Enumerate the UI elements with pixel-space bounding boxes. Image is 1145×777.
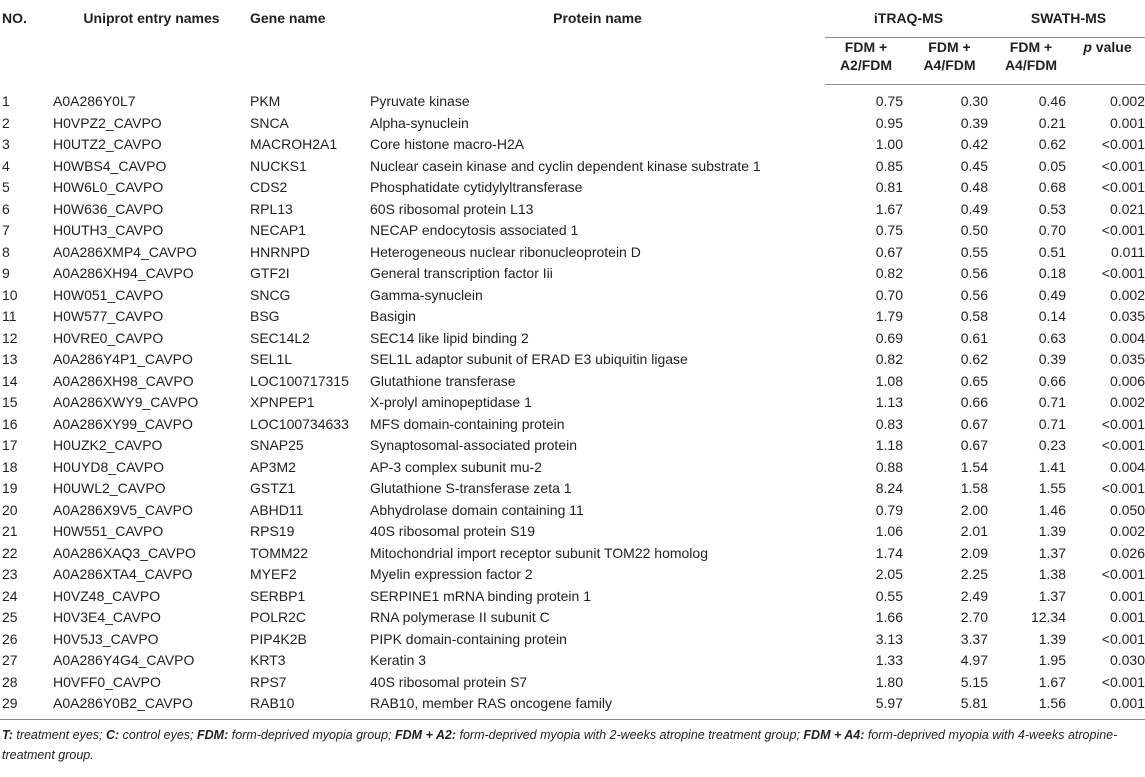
cell-pvalue: 0.002 <box>1109 286 1145 303</box>
cell-swath-a4: 1.37 <box>1038 544 1066 561</box>
cell-no: 6 <box>2 200 10 217</box>
cell-swath-a4: 0.49 <box>1038 286 1066 303</box>
cell-protein: NECAP endocytosis associated 1 <box>370 222 579 239</box>
cell-no: 2 <box>2 114 10 131</box>
cell-protein: RAB10, member RAS oncogene family <box>370 695 612 712</box>
cell-itraq-a2: 0.70 <box>875 286 903 303</box>
cell-itraq-a4: 0.42 <box>960 136 988 153</box>
cell-itraq-a4: 2.25 <box>960 566 988 583</box>
cell-protein: AP-3 complex subunit mu-2 <box>370 458 542 475</box>
cell-no: 10 <box>2 286 18 303</box>
cell-itraq-a2: 2.05 <box>875 566 903 583</box>
cell-itraq-a4: 0.67 <box>960 415 988 432</box>
footnote-term: FDM: <box>197 728 229 742</box>
header-pvalue <box>1070 38 1145 85</box>
cell-uniprot: A0A286Y0B2_CAVPO <box>53 695 193 712</box>
cell-itraq-a4: 2.09 <box>960 544 988 561</box>
cell-no: 19 <box>2 480 18 497</box>
footnote-term: T: <box>2 728 13 742</box>
cell-no: 17 <box>2 437 18 454</box>
cell-pvalue: 0.050 <box>1109 501 1145 518</box>
header-swath: SWATH-MS <box>992 0 1145 38</box>
cell-pvalue: <0.001 <box>1101 222 1145 239</box>
cell-itraq-a4: 0.30 <box>960 93 988 110</box>
table-row <box>0 543 1145 565</box>
cell-pvalue: <0.001 <box>1101 179 1145 196</box>
cell-uniprot: H0VFF0_CAVPO <box>53 673 161 690</box>
cell-itraq-a4: 0.61 <box>960 329 988 346</box>
cell-uniprot: H0UYD8_CAVPO <box>53 458 165 475</box>
cell-gene: LOC100734633 <box>250 415 349 432</box>
header-itraq: iTRAQ-MS <box>825 0 992 38</box>
cell-uniprot: H0VZ48_CAVPO <box>53 587 161 604</box>
cell-no: 24 <box>2 587 18 604</box>
cell-itraq-a2: 1.80 <box>875 673 903 690</box>
cell-itraq-a2: 0.82 <box>875 265 903 282</box>
footnote-definition: form-deprived myopia with 4-weeks atropine-treatment group. <box>2 728 1118 762</box>
cell-swath-a4: 1.56 <box>1038 695 1066 712</box>
cell-protein: PIPK domain-containing protein <box>370 630 567 647</box>
cell-protein: Basigin <box>370 308 416 325</box>
cell-pvalue: 0.002 <box>1109 93 1145 110</box>
footnote-definition: form-deprived myopia group; <box>228 728 396 742</box>
table-row <box>0 349 1145 371</box>
cell-pvalue: <0.001 <box>1101 630 1145 647</box>
table-row <box>0 629 1145 651</box>
cell-swath-a4: 1.67 <box>1038 673 1066 690</box>
cell-pvalue: 0.035 <box>1109 308 1145 325</box>
cell-gene: POLR2C <box>250 609 307 626</box>
cell-protein: Glutathione transferase <box>370 372 516 389</box>
cell-swath-a4: 0.53 <box>1038 200 1066 217</box>
cell-itraq-a4: 0.48 <box>960 179 988 196</box>
cell-gene: NECAP1 <box>250 222 307 239</box>
cell-uniprot: H0W636_CAVPO <box>53 200 164 217</box>
cell-uniprot: H0V3E4_CAVPO <box>53 609 161 626</box>
table-row <box>0 435 1145 457</box>
header-swath-a4: FDM + A4/FDM <box>992 38 1070 85</box>
cell-protein: SERPINE1 mRNA binding protein 1 <box>370 587 591 604</box>
cell-uniprot: A0A286Y4P1_CAVPO <box>53 351 193 368</box>
header-uniprot: Uniprot entry names <box>83 10 220 26</box>
cell-uniprot: A0A286XH98_CAVPO <box>53 372 194 389</box>
cell-uniprot: H0VPZ2_CAVPO <box>53 114 162 131</box>
cell-itraq-a4: 2.70 <box>960 609 988 626</box>
cell-pvalue: <0.001 <box>1101 265 1145 282</box>
footnote-definition: control eyes; <box>119 728 198 742</box>
cell-pvalue: 0.006 <box>1109 372 1145 389</box>
cell-gene: TOMM22 <box>250 544 309 561</box>
cell-itraq-a2: 1.67 <box>875 200 903 217</box>
cell-gene: KRT3 <box>250 652 286 669</box>
cell-no: 27 <box>2 652 18 669</box>
cell-no: 21 <box>2 523 18 540</box>
cell-pvalue: 0.004 <box>1109 458 1145 475</box>
cell-itraq-a4: 0.56 <box>960 265 988 282</box>
cell-protein: SEC14 like lipid binding 2 <box>370 329 529 346</box>
cell-swath-a4: 1.95 <box>1038 652 1066 669</box>
cell-gene: XPNPEP1 <box>250 394 315 411</box>
table-row <box>0 672 1145 694</box>
cell-swath-a4: 1.39 <box>1038 523 1066 540</box>
cell-protein: 40S ribosomal protein S19 <box>370 523 535 540</box>
cell-itraq-a2: 0.95 <box>875 114 903 131</box>
cell-itraq-a4: 0.49 <box>960 200 988 217</box>
cell-gene: BSG <box>250 308 280 325</box>
cell-itraq-a2: 0.75 <box>875 93 903 110</box>
cell-no: 7 <box>2 222 10 239</box>
table-row <box>0 693 1145 715</box>
cell-pvalue: <0.001 <box>1101 437 1145 454</box>
cell-pvalue: 0.011 <box>1111 243 1145 260</box>
table-row <box>0 392 1145 414</box>
cell-no: 26 <box>2 630 18 647</box>
cell-no: 16 <box>2 415 18 432</box>
cell-protein: Core histone macro-H2A <box>370 136 525 153</box>
cell-itraq-a2: 3.13 <box>875 630 903 647</box>
cell-protein: Alpha-synuclein <box>370 114 469 131</box>
table-row <box>0 371 1145 393</box>
cell-gene: RPS7 <box>250 673 287 690</box>
cell-pvalue: 0.002 <box>1109 523 1145 540</box>
cell-pvalue: <0.001 <box>1101 566 1145 583</box>
cell-no: 4 <box>2 157 10 174</box>
table-row <box>0 564 1145 586</box>
cell-swath-a4: 1.38 <box>1038 566 1066 583</box>
cell-protein: Abhydrolase domain containing 11 <box>370 501 584 518</box>
cell-swath-a4: 0.21 <box>1038 114 1066 131</box>
cell-no: 20 <box>2 501 18 518</box>
cell-protein: 40S ribosomal protein S7 <box>370 673 528 690</box>
cell-no: 12 <box>2 329 18 346</box>
cell-swath-a4: 0.51 <box>1038 243 1066 260</box>
cell-gene: SERBP1 <box>250 587 306 604</box>
cell-no: 11 <box>2 308 17 325</box>
cell-swath-a4: 0.63 <box>1038 329 1066 346</box>
cell-protein: Gamma-synuclein <box>370 286 483 303</box>
cell-pvalue: <0.001 <box>1101 673 1145 690</box>
cell-protein: Mitochondrial import receptor subunit TOM22 homolog <box>370 544 708 561</box>
cell-uniprot: A0A286XTA4_CAVPO <box>53 566 193 583</box>
cell-no: 25 <box>2 609 18 626</box>
header-pvalue-rest: value <box>1091 39 1132 55</box>
cell-gene: HNRNPD <box>250 243 310 260</box>
cell-gene: RAB10 <box>250 695 295 712</box>
cell-itraq-a2: 0.85 <box>875 157 903 174</box>
cell-swath-a4: 1.41 <box>1038 458 1066 475</box>
cell-pvalue: 0.030 <box>1109 652 1145 669</box>
table-bottom-rule <box>0 719 1145 720</box>
cell-pvalue: 0.002 <box>1109 394 1145 411</box>
cell-itraq-a4: 2.49 <box>960 587 988 604</box>
cell-gene: PKM <box>250 93 281 109</box>
cell-itraq-a2: 8.24 <box>875 480 903 497</box>
cell-gene: SNCG <box>250 286 291 303</box>
cell-no: 8 <box>2 243 10 260</box>
table-row <box>0 328 1145 350</box>
cell-itraq-a4: 1.54 <box>960 458 988 475</box>
cell-pvalue: 0.001 <box>1109 695 1145 712</box>
footnote-definition: treatment eyes; <box>12 728 106 742</box>
cell-swath-a4: 1.55 <box>1038 480 1066 497</box>
cell-uniprot: A0A286Y4G4_CAVPO <box>53 652 195 669</box>
cell-uniprot: A0A286XY99_CAVPO <box>53 415 193 432</box>
cell-pvalue: 0.001 <box>1109 114 1145 131</box>
cell-gene: ABHD11 <box>250 501 304 518</box>
table-row <box>0 177 1145 199</box>
cell-uniprot: A0A286XAQ3_CAVPO <box>53 544 196 561</box>
table-row <box>0 220 1145 242</box>
cell-protein: Phosphatidate cytidylyltransferase <box>370 179 583 196</box>
cell-protein: Myelin expression factor 2 <box>370 566 533 583</box>
cell-no: 5 <box>2 179 10 196</box>
cell-no: 18 <box>2 458 18 475</box>
table-row <box>0 134 1145 156</box>
cell-gene: GTF2I <box>250 265 290 282</box>
cell-uniprot: H0UWL2_CAVPO <box>53 480 166 497</box>
cell-swath-a4: 0.05 <box>1038 157 1066 174</box>
cell-gene: MACROH2A1 <box>250 136 338 153</box>
cell-itraq-a4: 0.62 <box>960 351 988 368</box>
cell-gene: SEL1L <box>250 351 293 368</box>
cell-uniprot: A0A286XMP4_CAVPO <box>53 243 197 260</box>
cell-itraq-a2: 0.79 <box>875 501 903 518</box>
cell-itraq-a4: 0.50 <box>960 222 988 239</box>
cell-itraq-a4: 3.37 <box>960 630 988 647</box>
cell-swath-a4: 1.37 <box>1038 587 1066 604</box>
cell-no: 28 <box>2 673 18 690</box>
table-row <box>0 414 1145 436</box>
cell-uniprot: A0A286Y0L7 <box>53 93 136 109</box>
cell-itraq-a2: 1.00 <box>875 136 903 153</box>
footnote-term: FDM + A4: <box>803 728 865 742</box>
footnote-term: FDM + A2: <box>395 728 457 742</box>
cell-pvalue: <0.001 <box>1101 415 1145 432</box>
table-row <box>0 263 1145 285</box>
cell-itraq-a2: 1.66 <box>875 609 903 626</box>
cell-itraq-a4: 0.65 <box>960 372 988 389</box>
cell-gene: NUCKS1 <box>250 157 307 174</box>
cell-no: 14 <box>2 372 18 389</box>
cell-swath-a4: 0.23 <box>1038 437 1066 454</box>
cell-uniprot: H0W6L0_CAVPO <box>53 179 164 196</box>
cell-swath-a4: 0.39 <box>1038 351 1066 368</box>
cell-itraq-a4: 2.00 <box>960 501 988 518</box>
table-row <box>0 457 1145 479</box>
table-row <box>0 607 1145 629</box>
cell-pvalue: 0.035 <box>1109 351 1145 368</box>
cell-gene: PIP4K2B <box>250 630 307 647</box>
footnote-term: C: <box>105 728 120 742</box>
cell-gene: SNAP25 <box>250 437 304 454</box>
cell-itraq-a2: 1.06 <box>875 523 903 540</box>
table-row <box>0 500 1145 522</box>
cell-swath-a4: 1.39 <box>1038 630 1066 647</box>
cell-gene: MYEF2 <box>250 566 297 583</box>
cell-no: 13 <box>2 351 18 368</box>
cell-no: 1 <box>2 93 10 109</box>
cell-protein: SEL1L adaptor subunit of ERAD E3 ubiquitin ligase <box>370 351 688 368</box>
cell-gene: RPL13 <box>250 200 293 217</box>
table-footnote <box>2 725 1142 765</box>
cell-swath-a4: 0.71 <box>1038 415 1066 432</box>
cell-itraq-a4: 0.67 <box>960 437 988 454</box>
cell-pvalue: <0.001 <box>1101 136 1145 153</box>
cell-itraq-a4: 2.01 <box>960 523 988 540</box>
cell-uniprot: H0UZK2_CAVPO <box>53 437 163 454</box>
cell-uniprot: H0VRE0_CAVPO <box>53 329 164 346</box>
cell-itraq-a2: 0.88 <box>875 458 903 475</box>
cell-gene: CDS2 <box>250 179 288 196</box>
cell-uniprot: A0A286X9V5_CAVPO <box>53 501 193 518</box>
cell-gene: SEC14L2 <box>250 329 310 346</box>
cell-uniprot: A0A286XH94_CAVPO <box>53 265 194 282</box>
table-row <box>0 521 1145 543</box>
cell-itraq-a2: 0.55 <box>875 587 903 604</box>
cell-uniprot: H0W577_CAVPO <box>53 308 164 325</box>
cell-uniprot: H0W051_CAVPO <box>53 286 164 303</box>
table-row <box>0 156 1145 178</box>
cell-protein: Glutathione S-transferase zeta 1 <box>370 480 572 497</box>
cell-protein: Nuclear casein kinase and cyclin dependent kinase substrate 1 <box>370 157 761 174</box>
cell-protein: 60S ribosomal protein L13 <box>370 200 534 217</box>
header-itraq-a2: FDM + A2/FDM <box>825 38 907 85</box>
cell-no: 23 <box>2 566 18 583</box>
cell-pvalue: 0.001 <box>1109 587 1145 604</box>
table-row <box>0 85 1145 113</box>
cell-no: 3 <box>2 136 10 153</box>
cell-itraq-a2: 0.67 <box>875 243 903 260</box>
cell-gene: RPS19 <box>250 523 295 540</box>
header-protein: Protein name <box>553 10 642 26</box>
cell-swath-a4: 0.70 <box>1038 222 1066 239</box>
cell-itraq-a4: 0.45 <box>960 157 988 174</box>
cell-protein: Synaptosomal-associated protein <box>370 437 578 454</box>
cell-itraq-a4: 0.39 <box>960 114 988 131</box>
header-pvalue-p: p <box>1083 39 1092 55</box>
cell-swath-a4: 0.18 <box>1038 265 1066 282</box>
cell-uniprot: H0V5J3_CAVPO <box>53 630 159 647</box>
cell-no: 22 <box>2 544 18 561</box>
cell-swath-a4: 0.14 <box>1038 308 1066 325</box>
cell-pvalue: 0.001 <box>1109 609 1145 626</box>
cell-uniprot: A0A286XWY9_CAVPO <box>53 394 199 411</box>
cell-itraq-a4: 5.81 <box>960 695 988 712</box>
cell-itraq-a2: 1.13 <box>875 394 903 411</box>
cell-no: 29 <box>2 695 18 712</box>
table-row <box>0 113 1145 135</box>
cell-uniprot: H0UTH3_CAVPO <box>53 222 164 239</box>
cell-gene: SNCA <box>250 114 289 131</box>
cell-protein: General transcription factor Iii <box>370 265 553 282</box>
cell-itraq-a2: 0.81 <box>875 179 903 196</box>
cell-pvalue: 0.026 <box>1109 544 1145 561</box>
cell-uniprot: H0W551_CAVPO <box>53 523 164 540</box>
cell-itraq-a4: 0.66 <box>960 394 988 411</box>
cell-uniprot: H0UTZ2_CAVPO <box>53 136 162 153</box>
cell-itraq-a2: 1.79 <box>875 308 903 325</box>
cell-swath-a4: 1.46 <box>1038 501 1066 518</box>
cell-itraq-a2: 0.75 <box>875 222 903 239</box>
cell-itraq-a2: 0.82 <box>875 351 903 368</box>
header-itraq-a4: FDM + A4/FDM <box>907 38 992 85</box>
cell-pvalue: <0.001 <box>1101 157 1145 174</box>
table-body <box>0 85 1145 715</box>
cell-itraq-a4: 0.55 <box>960 243 988 260</box>
cell-itraq-a2: 0.83 <box>875 415 903 432</box>
cell-protein: RNA polymerase II subunit C <box>370 609 550 626</box>
cell-pvalue: <0.001 <box>1101 480 1145 497</box>
table-row <box>0 242 1145 264</box>
cell-itraq-a2: 1.18 <box>875 437 903 454</box>
table-row <box>0 650 1145 672</box>
cell-itraq-a2: 1.33 <box>875 652 903 669</box>
footnote-definition: form-deprived myopia with 2-weeks atropine treatment group; <box>456 728 804 742</box>
cell-pvalue: 0.021 <box>1109 200 1145 217</box>
cell-itraq-a2: 1.74 <box>875 544 903 561</box>
cell-gene: AP3M2 <box>250 458 296 475</box>
header-no: NO. <box>2 10 27 26</box>
cell-protein: Keratin 3 <box>370 652 427 669</box>
cell-pvalue: 0.004 <box>1109 329 1145 346</box>
cell-swath-a4: 12.34 <box>1030 609 1066 626</box>
cell-protein: MFS domain-containing protein <box>370 415 565 432</box>
cell-itraq-a4: 4.97 <box>960 652 988 669</box>
cell-protein: Pyruvate kinase <box>370 93 470 109</box>
cell-gene: GSTZ1 <box>250 480 296 497</box>
cell-no: 9 <box>2 265 10 282</box>
cell-swath-a4: 0.62 <box>1038 136 1066 153</box>
table-row <box>0 199 1145 221</box>
cell-itraq-a2: 5.97 <box>875 695 903 712</box>
table-row <box>0 478 1145 500</box>
cell-protein: Heterogeneous nuclear ribonucleoprotein D <box>370 243 641 260</box>
cell-itraq-a4: 0.56 <box>960 286 988 303</box>
cell-gene: LOC100717315 <box>250 372 349 389</box>
cell-swath-a4: 0.46 <box>1038 93 1066 110</box>
cell-swath-a4: 0.68 <box>1038 179 1066 196</box>
table-row <box>0 306 1145 328</box>
cell-itraq-a4: 5.15 <box>960 673 988 690</box>
table-row <box>0 285 1145 307</box>
header-gene: Gene name <box>250 10 326 26</box>
cell-no: 15 <box>2 394 18 411</box>
cell-protein: X-prolyl aminopeptidase 1 <box>370 394 532 411</box>
cell-swath-a4: 0.71 <box>1038 394 1066 411</box>
cell-itraq-a2: 1.08 <box>875 372 903 389</box>
cell-uniprot: H0WBS4_CAVPO <box>53 157 167 174</box>
cell-swath-a4: 0.66 <box>1038 372 1066 389</box>
table-row <box>0 586 1145 608</box>
cell-itraq-a4: 0.58 <box>960 308 988 325</box>
cell-itraq-a4: 1.58 <box>960 480 988 497</box>
cell-itraq-a2: 0.69 <box>875 329 903 346</box>
